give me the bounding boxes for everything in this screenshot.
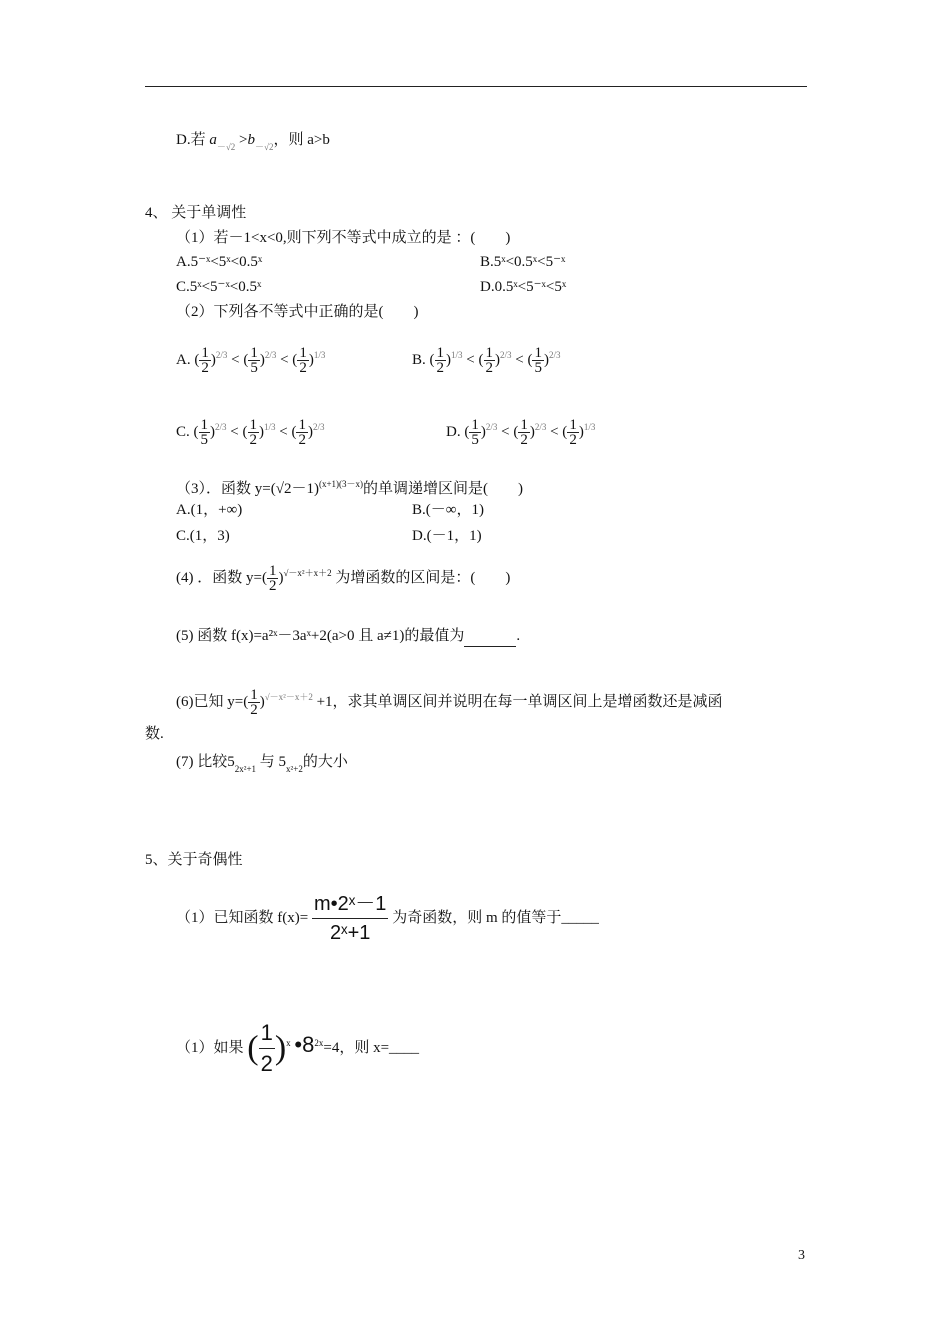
- exponent: 2x: [314, 1037, 324, 1048]
- q4-7-stem: [176, 752, 348, 779]
- exponent: 2/3: [312, 422, 325, 432]
- fraction: $\frac{1}{2}$: [250, 687, 258, 719]
- sqrt-two: √2: [275, 481, 292, 497]
- option-label: B.: [412, 352, 426, 368]
- q5-1-stem: [176, 890, 599, 947]
- q4-5-stem: [176, 626, 520, 647]
- fraction: $\frac{1}{2}$: [299, 345, 307, 377]
- stem-text: .: [516, 628, 521, 644]
- exponent: 1/3: [264, 422, 276, 432]
- exponent: x²+2: [286, 764, 303, 774]
- exponent: 1/3: [313, 350, 326, 360]
- stem-text: －1): [291, 481, 319, 497]
- stem-text: (7) 比较5: [176, 754, 235, 770]
- fraction: $\frac{1}{2}$: [569, 417, 577, 449]
- var-b: b: [247, 132, 256, 148]
- stem-text: 的大小: [302, 754, 348, 770]
- exponent: 2x²+1: [234, 764, 257, 774]
- conclusion-text: ，则 a>b: [273, 132, 330, 148]
- fraction: $\frac{1}{5}$: [200, 417, 209, 449]
- q4-2-option-d: D. ( $\frac{1}{5}$ )$^{2/3}$ < ( $\frac{1}{2}$ )$^{2/3}$ < ( $\frac{1}{2}$ )$^{1/3}$: [446, 417, 596, 449]
- q4-3-stem: [176, 474, 523, 499]
- q4-1-option-b: B.5ˣ<0.5ˣ<5⁻ˣ: [480, 254, 566, 270]
- exponent: 2/3: [548, 350, 561, 360]
- q5-2-stem: [176, 1018, 419, 1079]
- stem-text: 与 5: [259, 754, 287, 770]
- q4-1-option-d: D.0.5ˣ<5⁻ˣ<5ˣ: [480, 279, 567, 295]
- q4-2-stem: （2）下列各不等式中正确的是( ): [176, 304, 419, 320]
- exponent: 1/3: [451, 350, 463, 360]
- q4-1-option-a: A.5⁻ˣ<5ˣ<0.5ˣ: [176, 254, 263, 270]
- stem-text: 为增函数的区间是：( ): [335, 570, 511, 586]
- q4-3-option-a: A.(1，+∞): [176, 502, 243, 518]
- exponent: 2/3: [264, 350, 277, 360]
- exponent: －√2: [255, 142, 274, 152]
- exponent: √－x²＋x＋2: [283, 568, 332, 578]
- header-rule: [145, 86, 807, 87]
- q4-1-option-c: C.5ˣ<5⁻ˣ<0.5ˣ: [176, 279, 262, 295]
- stem-text: =4，则 x=____: [323, 1039, 420, 1056]
- exponent: 2/3: [500, 350, 512, 360]
- q4-3-option-b: B.(－∞，1): [412, 502, 484, 518]
- fraction: $\frac{1}{2}$: [298, 417, 306, 449]
- base-eight: •8: [294, 1031, 315, 1057]
- fraction: $\frac{1}{2}$: [268, 563, 277, 595]
- stem-text: （3）．函数 y=(: [176, 481, 276, 497]
- q4-6-continuation: 数.: [145, 726, 164, 742]
- fraction: $\frac{1}{2}$: [485, 345, 493, 377]
- exponent: 2/3: [215, 350, 228, 360]
- exponent: 2/3: [534, 422, 547, 432]
- fraction: $\frac{1}{2}$: [436, 345, 445, 377]
- fraction: $\frac{1}{5}$: [534, 345, 542, 377]
- answer-blank: [464, 626, 516, 647]
- stem-text: （1）已知函数 f(x)=: [176, 909, 309, 926]
- section4-heading: 4、 关于单调性: [145, 205, 247, 221]
- left-paren: (: [247, 1029, 259, 1067]
- stem-text: 为奇函数，则 m 的值等于_____: [392, 909, 599, 926]
- numerator: m•2ˣ－1: [312, 890, 388, 919]
- q4-2-option-c: C. ( $\frac{1}{5}$ )$^{2/3}$ < ( $\frac{1}{2}$ )$^{1/3}$ < ( $\frac{1}{2}$ )$^{2/3}$: [176, 417, 325, 449]
- fraction: $\frac{1}{2}$: [520, 417, 528, 449]
- q4-2-option-b: B. ( $\frac{1}{2}$ )$^{1/3}$ < ( $\frac{1}{2}$ )$^{2/3}$ < ( $\frac{1}{5}$ )$^{2/3}$: [412, 345, 561, 377]
- q4-4-stem: (4) ．函数 y=( $\frac{1}{2}$ )$^{√-x^2+x+2}$ 为增函数的区间是：( ): [176, 563, 511, 595]
- fraction: $\frac{1}{2}$: [249, 417, 257, 449]
- q4-3-option-c: C.(1，3): [176, 528, 230, 544]
- fraction: $\frac{1}{5}$: [250, 345, 258, 377]
- exponent: x: [286, 1037, 291, 1048]
- exponent: 2/3: [215, 422, 227, 432]
- option-label: C.: [176, 424, 190, 440]
- exponent: 2/3: [485, 422, 498, 432]
- q4-6-stem: (6)已知 y=( $\frac{1}{2}$ )$^{√-x^2-x+2}$ +1，求其单调区间并说明在每一单调区间上是增函数还是减函: [176, 687, 723, 719]
- stem-text: （1）如果: [176, 1039, 244, 1056]
- fraction: $\frac{1}{2}$: [260, 1020, 273, 1076]
- exponent: (x+1)(3－x): [318, 479, 364, 489]
- stem-text: (4) ．函数 y=: [176, 570, 262, 586]
- stem-text: (6)已知 y=(: [176, 694, 249, 710]
- fraction: $\frac{1}{5}$: [471, 417, 479, 449]
- denominator: 2ˣ+1: [329, 922, 371, 944]
- var-a: a: [209, 132, 217, 148]
- stem-text: (5) 函数 f(x)=a²ˣ－3aˣ+2(a>0 且 a≠1)的最值为: [176, 628, 465, 644]
- q4-1-stem: （1）若－1<x<0,则下列不等式中成立的是 ：( ): [176, 230, 511, 246]
- q4-2-option-a: A. ( $\frac{1}{2}$ )$^{2/3}$ < ( $\frac{1}{5}$ )$^{2/3}$ < ( $\frac{1}{2}$ )$^{1/3}$: [176, 345, 326, 377]
- option-label: D.: [446, 424, 461, 440]
- exponent: －√2: [216, 142, 236, 152]
- stem-text: +1，求其单调区间并说明在每一单调区间上是增函数还是减函: [316, 694, 723, 710]
- section5-heading: 5、关于奇偶性: [145, 852, 243, 868]
- odd-function-fraction: [312, 890, 388, 947]
- option-label: A.: [176, 352, 191, 368]
- right-paren: ): [274, 1029, 287, 1067]
- item-label: D.若: [176, 132, 206, 148]
- exponent: √－x²－x＋2: [264, 692, 313, 702]
- stem-text: 的单调递增区间是( ): [363, 481, 524, 497]
- page-number: 3: [798, 1248, 805, 1263]
- exponent: 1/3: [583, 422, 596, 432]
- q4-3-option-d: D.(－1，1): [412, 528, 482, 544]
- item-d-top: D.若 $a_{-√2} >b_{-√2}$，则 a>b: [176, 132, 330, 152]
- fraction: $\frac{1}{2}$: [201, 345, 209, 377]
